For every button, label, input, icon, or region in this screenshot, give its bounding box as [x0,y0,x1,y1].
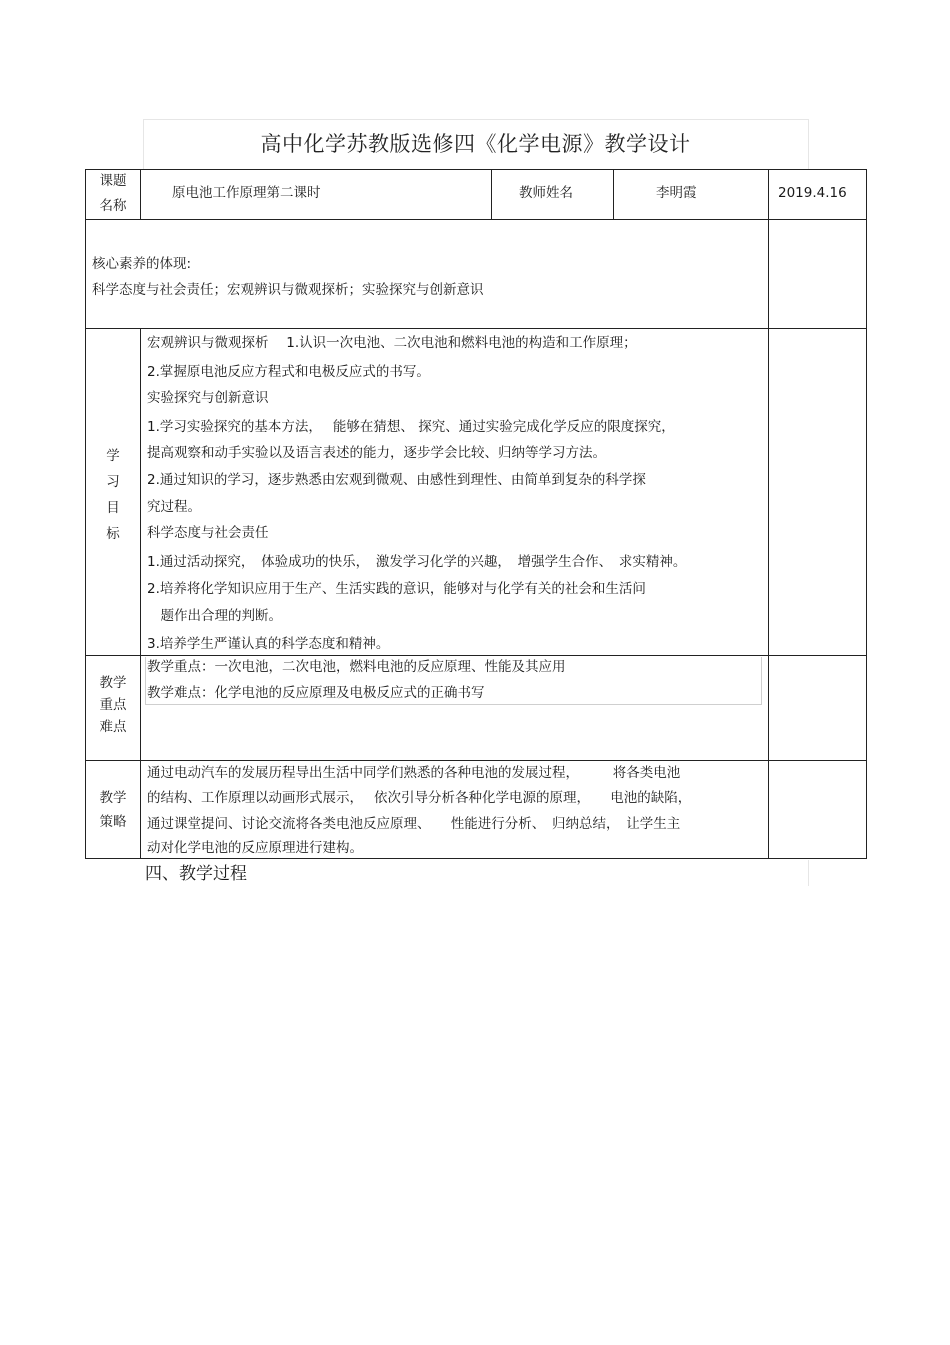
objectives-label-char: 习 [106,474,120,490]
table-column-divider [613,169,614,220]
objectives-label-char: 目 [106,500,120,516]
course-label-line: 课题 [99,173,127,189]
lesson-date: 2019.4.16 [778,185,847,201]
strategy-label-line: 策略 [99,814,127,830]
objectives-label-char: 标 [106,526,120,542]
objective-line: 2.培养将化学知识应用于生产、生活实践的意识，能够对与化学有关的社会和生活问 [147,581,646,597]
table-rule [85,760,867,761]
key-points-label-line: 教学 [99,675,127,691]
table-column-divider [768,169,769,859]
objective-line: 1.学习实验探究的基本方法， 能够在猜想、 探究、通过实验完成化学反应的限度探究， [147,419,675,435]
strategy-label [86,786,140,834]
objectives-label [86,443,140,547]
objective-line: 2.掌握原电池反应方程式和电极反应式的书写。 [147,364,430,380]
key-points-label-line: 重点 [99,697,127,713]
objective-line: 题作出合理的判断。 [147,608,282,624]
table-rule [85,328,867,329]
document-title: 高中化学苏教版选修四《化学电源》教学设计 [260,132,691,156]
table-column-divider [140,328,141,859]
teacher-name: 李明霞 [656,185,697,201]
core-literacy-text: 科学态度与社会责任；宏观辨识与微观探析；实验探究与创新意识 [92,282,484,298]
objective-line: 实验探究与创新意识 [147,390,269,406]
page-frame-top [143,119,808,120]
strategy-line: 通过课堂提问、讨论交流将各类电池反应原理、 性能进行分析、 归纳总结， 让学生主 [147,816,681,832]
table-border-top [85,169,867,170]
key-points-label-line: 难点 [99,719,127,735]
objective-line: 科学态度与社会责任 [147,525,269,541]
objective-line: 2.通过知识的学习，逐步熟悉由宏观到微观、由感性到理性、由简单到复杂的科学探 [147,472,646,488]
key-points-label [86,672,140,738]
strategy-label-line: 教学 [99,790,127,806]
objective-line: 宏观辨识与微观探析 1.认识一次电池、二次电池和燃料电池的构造和工作原理； [147,335,637,351]
objectives-label-char: 学 [106,448,120,464]
table-rule [85,219,867,220]
core-literacy-heading: 核心素养的体现: [92,256,192,272]
table-column-divider [140,169,141,220]
course-name: 原电池工作原理第二课时 [172,185,321,201]
objective-line: 提高观察和动手实验以及语言表述的能力，逐步学会比较、归纳等学习方法。 [147,445,606,461]
strategy-line: 动对化学电池的反应原理进行建构。 [147,840,363,856]
objective-line: 究过程。 [147,499,201,515]
course-label-line: 名称 [99,198,127,214]
strategy-line: 通过电动汽车的发展历程导出生活中同学们熟悉的各种电池的发展过程， 将各类电池 [147,765,681,781]
section-heading: 四、教学过程 [145,864,247,884]
teacher-label: 教师姓名 [519,185,573,201]
table-column-divider [491,169,492,220]
page-frame-right-lower [808,860,809,886]
key-point-line: 教学难点：化学电池的反应原理及电极反应式的正确书写 [147,685,485,701]
strategy-line: 的结构、工作原理以动画形式展示， 依次引导分析各种化学电源的原理， 电池的缺陷， [147,790,692,806]
key-point-line: 教学重点：一次电池，二次电池，燃料电池的反应原理、性能及其应用 [147,659,566,675]
table-border-bottom [85,858,867,859]
table-border-right [866,169,867,859]
objective-line: 3.培养学生严谨认真的科学态度和精神。 [147,636,390,652]
objective-line: 1.通过活动探究， 体验成功的快乐， 激发学习化学的兴趣， 增强学生合作、 求实精神。 [147,554,687,570]
page-frame-right [808,119,809,169]
table-rule [85,655,867,656]
course-label [86,172,140,215]
